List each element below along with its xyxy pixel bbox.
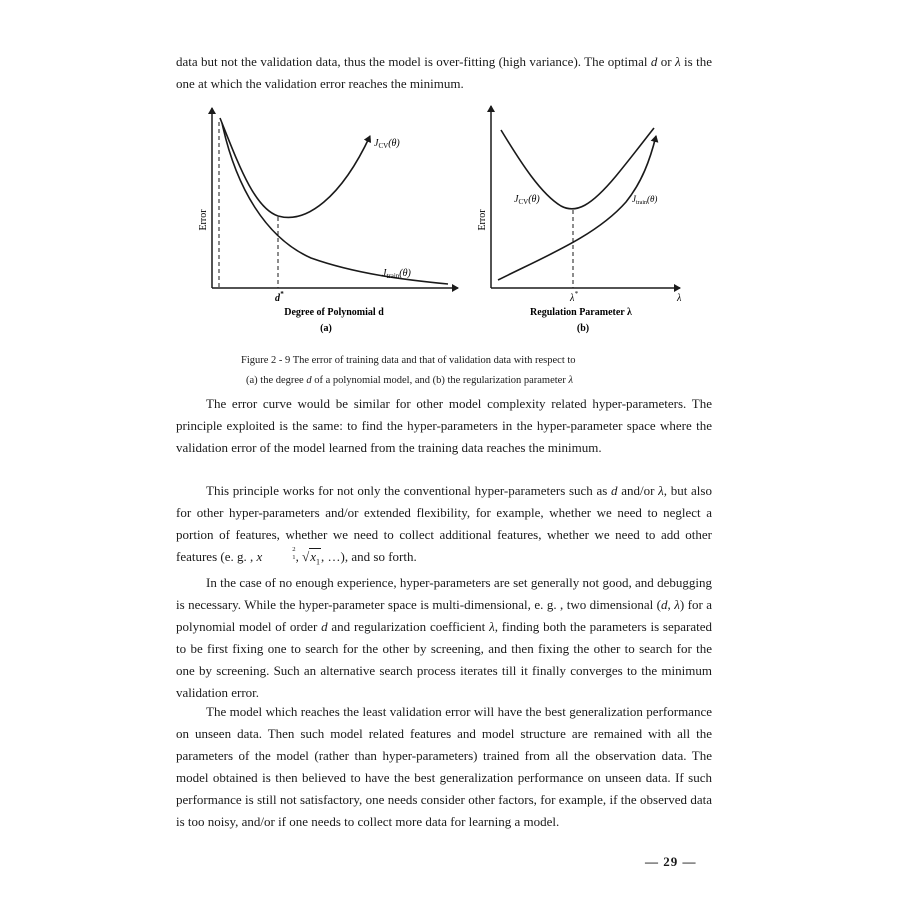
- p3-symbol-lambda: λ: [674, 597, 680, 612]
- chart-a-cv-curve: [220, 118, 370, 217]
- p3-symbol-d2: d: [321, 619, 328, 634]
- intro-paragraph: [176, 51, 712, 95]
- p2-sqrt-x: x: [310, 549, 317, 564]
- p3-text-a: In the case of no enough experience, hyper-parameters are set generally not good, and debugging is necessary. While the hyper-parameter space is multi-dimensional, e. g. , two dimensional (: [176, 575, 712, 612]
- paragraph-2: [176, 480, 712, 574]
- intro-text-or: or: [657, 54, 675, 69]
- chart-b-tick-label: λ*: [570, 290, 578, 304]
- chart-b: [477, 106, 682, 334]
- intro-text-1: data but not the validation data, thus the model is over-fitting (high variance). The optimal: [176, 54, 651, 69]
- chart-a-y-label: Error: [198, 209, 209, 231]
- figure-caption-line-2: [246, 374, 573, 388]
- p2-sqrt-sign: √: [302, 549, 310, 564]
- figure-2-9: [196, 98, 696, 343]
- p2-superscript: 2: [292, 546, 296, 553]
- p2-symbol-d: d: [611, 483, 618, 498]
- paragraph-1: The error curve would be similar for other model complexity related hyper-parameters. The principle exploited is the same: to find the hyper-parameters in the hyper-parameter space where the validation error of the model learned from the training data reaches the minimum.: [176, 396, 712, 455]
- p3-text-e: ) for a polynomial model of order: [176, 597, 712, 634]
- p3-symbol-lambda2: λ: [489, 619, 495, 634]
- p2-text-i: ,: [295, 549, 303, 564]
- p2-sqrt-sub: 1: [316, 557, 321, 567]
- p2-sqrt-body: [309, 548, 321, 567]
- paragraph-4: The model which reaches the least validation error will have the best generalization performance on unseen data. Then such model related features and model structure are remained with all the parameters of the model (rather than hyper-parameters) trained from all the observation data. The model obtained is then believed to have the best generalization performance on unseen data. If such performance is still not satisfactory, one needs consider other factors, for example, if the observed data is too noisy, and/or if one needs to collect more data for learning a model.: [176, 704, 712, 829]
- p2-symbol-x: x: [256, 549, 263, 564]
- chart-b-x-label: Regulation Parameter λ: [530, 307, 632, 318]
- p2-text-a: This principle works for not only the conventional hyper-parameters such as: [206, 483, 612, 498]
- caption-text-c: of a polynomial model, and (b) the regularization parameter: [311, 375, 569, 386]
- caption-text-a: (a) the degree: [246, 375, 307, 386]
- p2-text-e: , but also for other hyper-parameters and/or extended flexibility, for example, whether we need to neglect a portion of features, whether we need to collect additional features, whether we need to add other features (e. g. ,: [176, 483, 712, 564]
- chart-a-tick-label: d*: [275, 290, 284, 304]
- caption-symbol-d: d: [306, 375, 312, 386]
- symbol-lambda: λ: [675, 54, 681, 69]
- chart-b-panel-label: (b): [576, 323, 590, 334]
- chart-a-panel-label: (a): [320, 323, 332, 334]
- caption-symbol-lambda: λ: [568, 375, 574, 386]
- chart-b-axis-end-label: λ: [677, 293, 682, 304]
- p2-text-m: , …), and so forth.: [321, 549, 417, 564]
- chart-b-y-label: Error: [477, 209, 488, 231]
- p2-text-c: and/or: [617, 483, 659, 498]
- chart-a-jtrain-label: $J_{train}(\theta)$: [382, 268, 411, 280]
- p2-subscript: 1: [292, 554, 296, 561]
- chart-a-x-label: Degree of Polynomial d: [284, 307, 384, 318]
- symbol-d: d: [650, 54, 658, 69]
- chart-b-jcv-label: $J_{CV}(\theta)$: [514, 194, 540, 206]
- chart-b-jtrain-label: $J_{train}(\theta)$: [632, 194, 658, 206]
- chart-a-jcv-label: $J_{CV}(\theta)$: [374, 138, 400, 150]
- p3-text-c: ,: [667, 597, 675, 612]
- chart-a: [198, 108, 458, 334]
- paragraph-3: [176, 572, 712, 704]
- intro-text-2: is the one at which the validation error reaches the minimum.: [176, 54, 712, 91]
- p2-symbol-lambda: λ: [658, 483, 664, 498]
- p3-text-g: and regularization coefficient: [327, 619, 490, 634]
- chart-a-train-curve: [222, 123, 448, 284]
- p3-symbol-d: d: [661, 597, 668, 612]
- page-number: — 29 —: [645, 854, 697, 869]
- figure-caption-line-1: Figure 2 - 9 The error of training data and that of validation data with respect to: [241, 355, 576, 366]
- p3-text-i: , finding both the parameters is separated to be first fixing one to search for the other by screening, and then fixing the other to search for the one by screening. Such an alternative search process iterates till it finally converges to the minimum validation error.: [176, 619, 713, 700]
